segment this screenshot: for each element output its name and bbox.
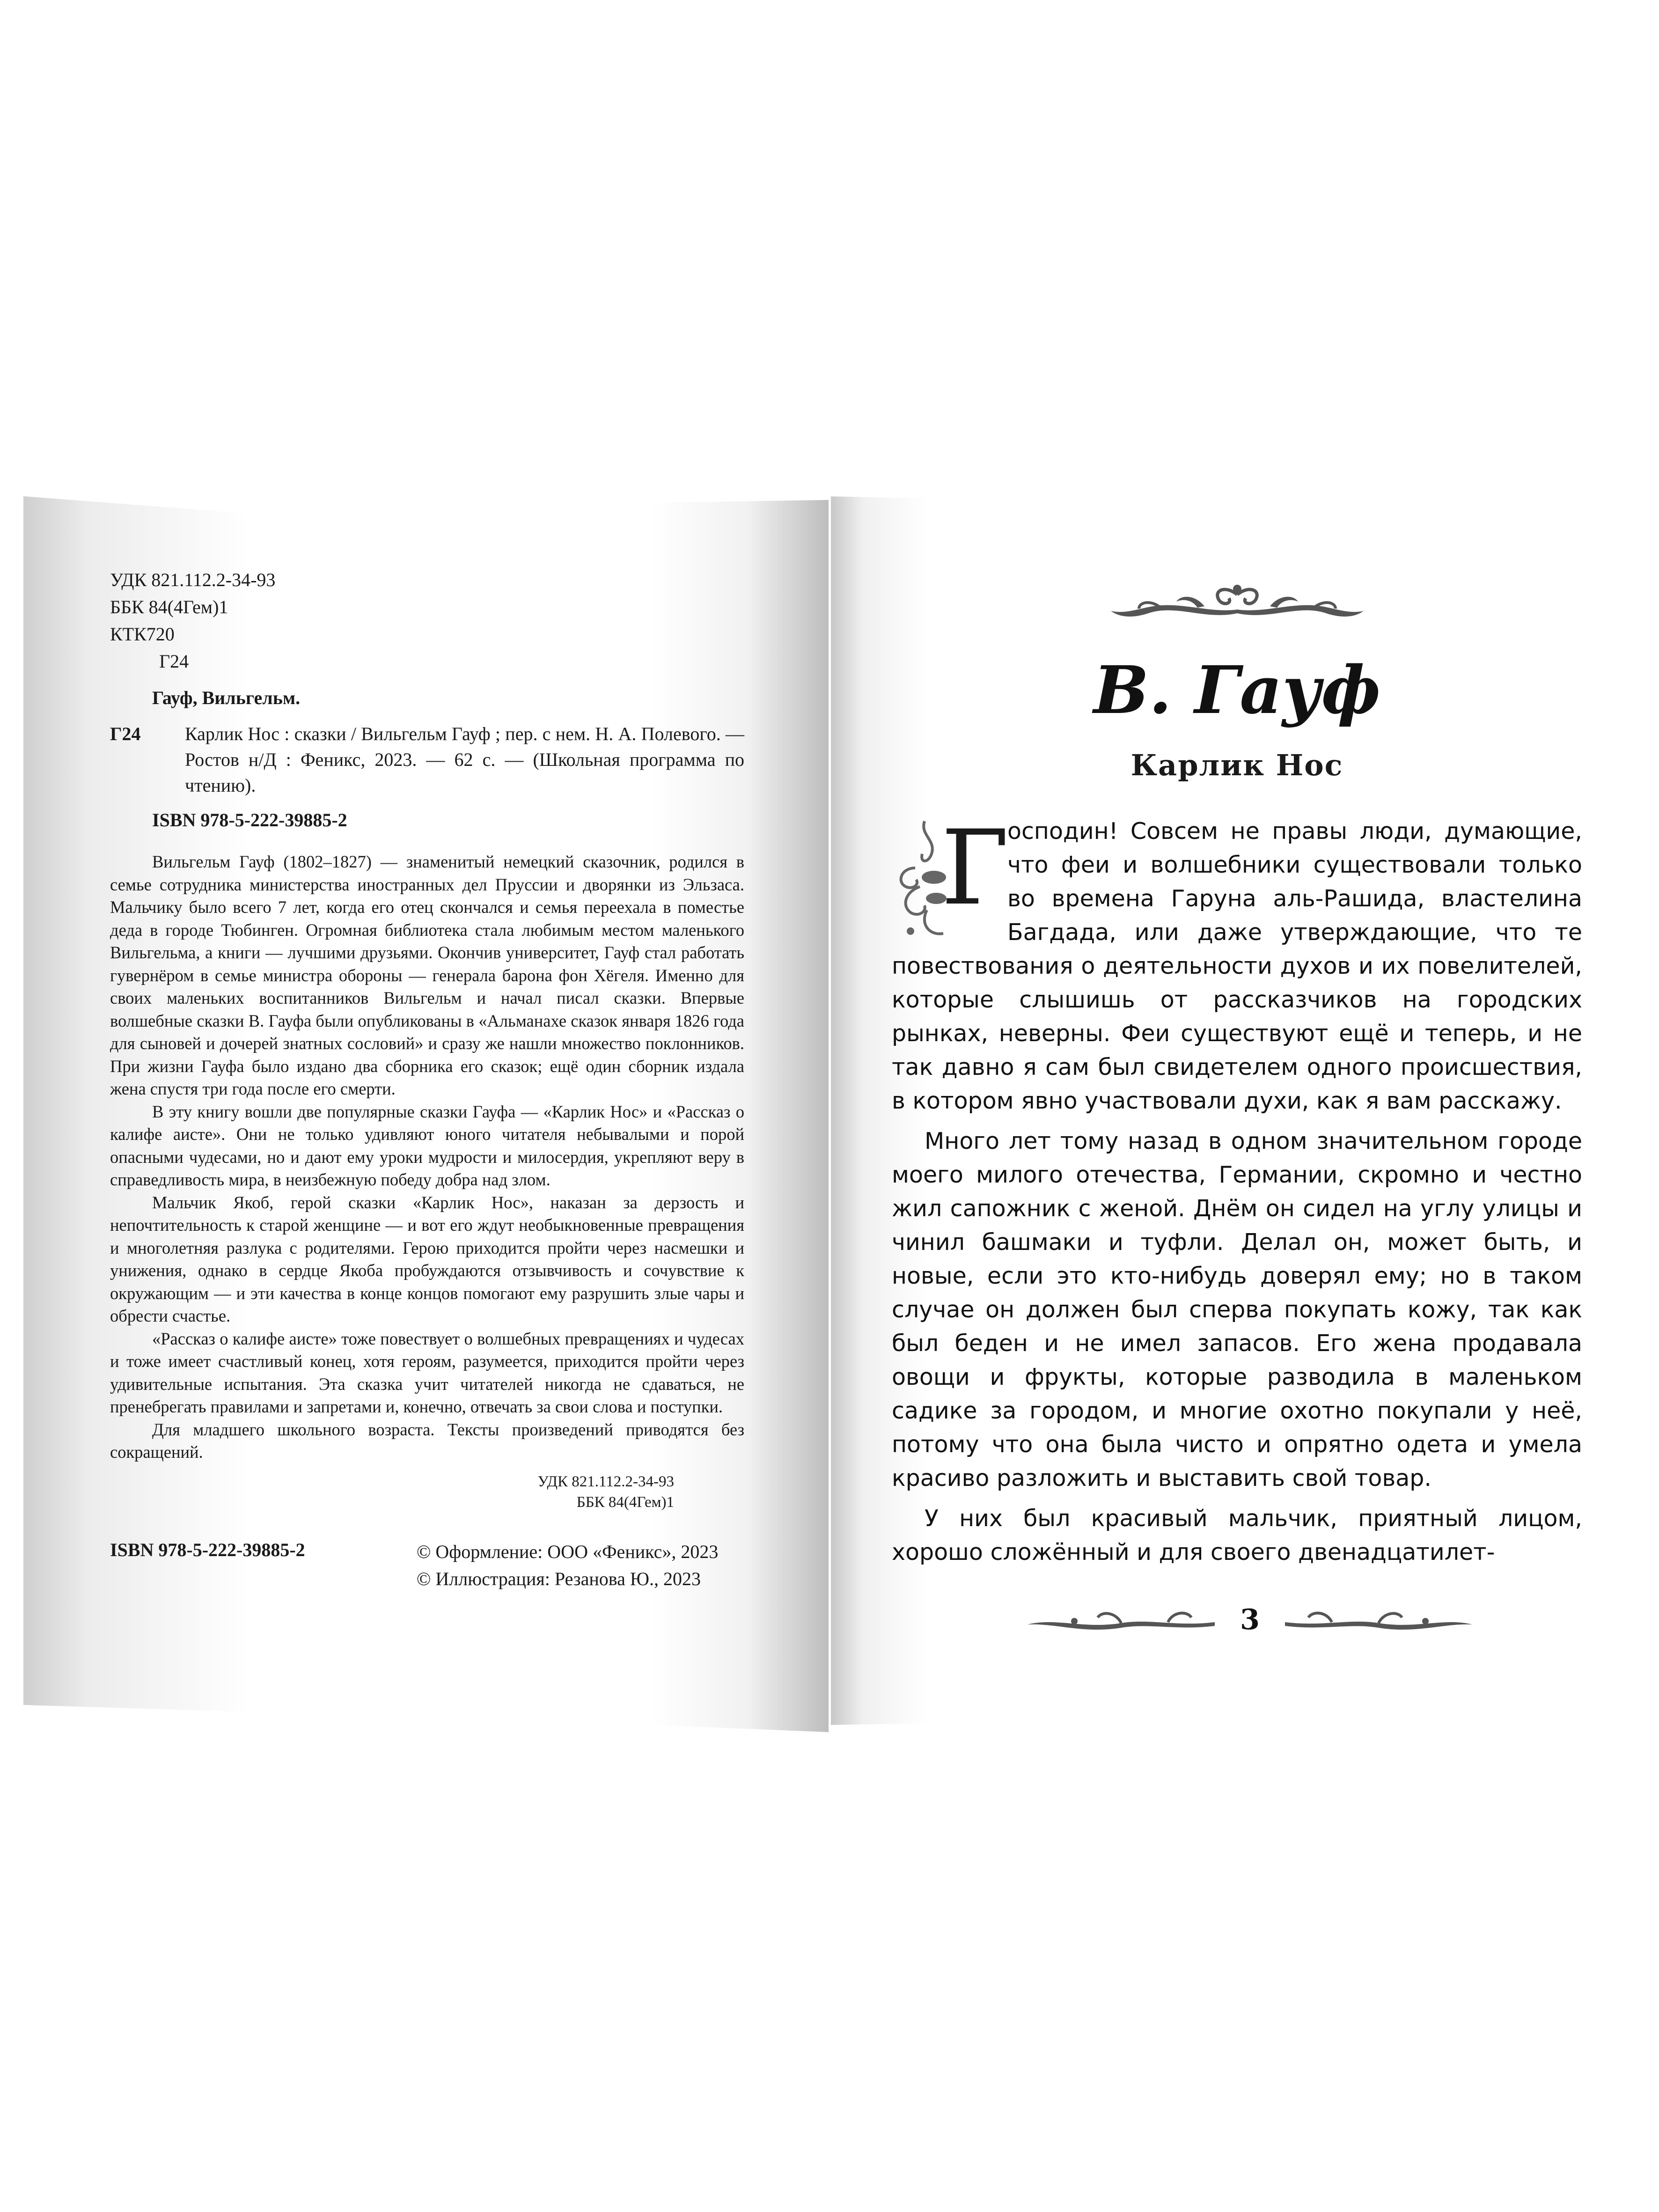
story-paragraph: У них был красивый мальчик, приятный лицом, хорошо сложённый и для своего двенадцатилет- xyxy=(892,1505,1582,1565)
annotation-paragraph: «Рассказ о калифе аисте» тоже повествует о волшебных превращениях и чудесах и тоже имеет счастливый конец, хотя героям, разумеется, приходится пройти через удивительные испытания. Эта сказка учит читателей никогда не сдаваться, не пренебрегать правилами и запретами и, конечно, отвечать за свои слова и поступки. xyxy=(110,1329,744,1416)
author-title: В. Гауф xyxy=(1093,652,1381,729)
entry-text: Карлик Нос : сказки / Вильгельм Гауф ; пер. с нем. Н. А. Полевого. — Ростов н/Д : Феникс, 2023. — 62 с. — (Школьная программа по чтению). xyxy=(185,723,744,796)
story-page xyxy=(892,581,1582,1569)
imprint-footer xyxy=(110,1538,744,1604)
annotation-paragraph: Для младшего школьного возраста. Тексты произведений приводятся без сокращений. xyxy=(110,1419,744,1462)
dropcap xyxy=(892,808,1009,945)
udk-code-right: УДК 821.112.2-34-93 xyxy=(537,1473,674,1490)
bbk-code-right: ББК 84(4Гем)1 xyxy=(576,1493,674,1511)
isbn: ISBN 978-5-222-39885-2 xyxy=(152,809,347,830)
copyright-illustration: © Иллюстрация: Резанова Ю., 2023 xyxy=(417,1568,701,1589)
story-paragraph: осподин! Совсем не правы люди, думающие, что феи и волшебники существовали только во времена Гаруна аль-Рашида, властелина Багдада, или даже утверждающие, что те повествования о деятельности духов и их повелителей, которые слышишь от рассказчиков на городских рынках, неверны. Феи существуют ещё и теперь, и не так давно я сам был свидетелем одного происшествия, в котором явно участвовали духи, как я вам расскажу. xyxy=(892,818,1582,1114)
catalog-entry xyxy=(110,721,744,798)
annotation-paragraph: Мальчик Якоб, герой сказки «Карлик Нос», наказан за дерзость и непочтительность к старой женщине — и вот его ждут необыкновенные превращения и многолетняя разлука с родителями. Герою приходится пройти через насмешки и унижения, однако в сердце Якоба пробуждаются отзывчивость и сочувствие к окружающим — и эти качества в конце концов помогают ему разрушить злые чары и обрести счастье. xyxy=(110,1192,744,1325)
copyright-block xyxy=(417,1538,744,1593)
bbk-code: ББК 84(4Гем)1 xyxy=(110,596,228,617)
author-heading: Гауф, Вильгельм. xyxy=(152,687,301,708)
entry-code: Г24 xyxy=(110,723,141,744)
flourish-ornament-icon xyxy=(1106,581,1368,627)
footer-isbn: ISBN 978-5-222-39885-2 xyxy=(110,1539,305,1560)
udk-code: УДК 821.112.2-34-93 xyxy=(110,569,276,590)
page-number: 3 xyxy=(1240,1603,1260,1636)
first-paragraph xyxy=(892,808,1582,1118)
dropcap-letter: Г xyxy=(941,808,1009,928)
copyright-design: © Оформление: ООО «Феникс», 2023 xyxy=(417,1541,719,1562)
annotation-paragraph: Вильгельм Гауф (1802–1827) — знаменитый немецкий сказочник, родился в семье сотрудника министерства иностранных дел Пруссии и дворянки из Эльзаса. Мальчику было всего 7 лет, когда его отец скончался и семья переехала в поместье деда в городе Тюбинген. Огромная библиотека стала любимым местом маленького Вильгельма, а книги — лучшими друзьями. Окончив университет, Гауф стал работать гувернёром в семье министра обороны — генерала барона фон Хёгеля. Именно для своих маленьких воспитанников Вильгельм и начал писал сказки. Впервые волшебные сказки В. Гауфа были опубликованы в «Альманахе сказок января 1826 года для сыновей и дочерей знатных сословий» и сразу же нашли множество поклонников. При жизни Гауфа было издано два сборника его сказок; ещё один сборник издала жена спустя три года после его смерти. xyxy=(110,852,744,1098)
story-paragraph: Много лет тому назад в одном значительном городе моего милого отечества, Германии, скромно и честно жил сапожник с женой. Днём он сидел на углу улицы и чинил башмаки и туфли. Делал он, может быть, и новые, если это кто-нибудь доверял ему; но в таком случае он должен был сперва покупать кожу, так как был беден и не имел запасов. Его жена продавала овощи и фрукты, которые разводила в маленьком садике за городом, и многие охотно покупали у неё, потому что она была чисто и опрятно одета и умела красиво разложить и выставить свой товар. xyxy=(892,1128,1582,1492)
story-title: Карлик Нос xyxy=(1130,748,1343,782)
annotation xyxy=(110,851,744,1464)
page-footer xyxy=(1028,1601,1472,1648)
imprint-block xyxy=(110,566,744,1604)
ktk-code: КТК720 xyxy=(110,624,175,645)
author-sign: Г24 xyxy=(159,651,189,672)
classification-codes xyxy=(110,1471,744,1513)
story-text xyxy=(892,808,1582,1569)
annotation-paragraph: В эту книгу вошли две популярные сказки Гауфа — «Карлик Нос» и «Рассказ о калифе аисте». Они не только удивляют юного читателя небывалыми и порой опасными чудесами, но и дают ему уроки мудрости и милосердия, укрепляют веру в справедливость мира, в неизбежную победу добра над злом. xyxy=(110,1102,744,1189)
